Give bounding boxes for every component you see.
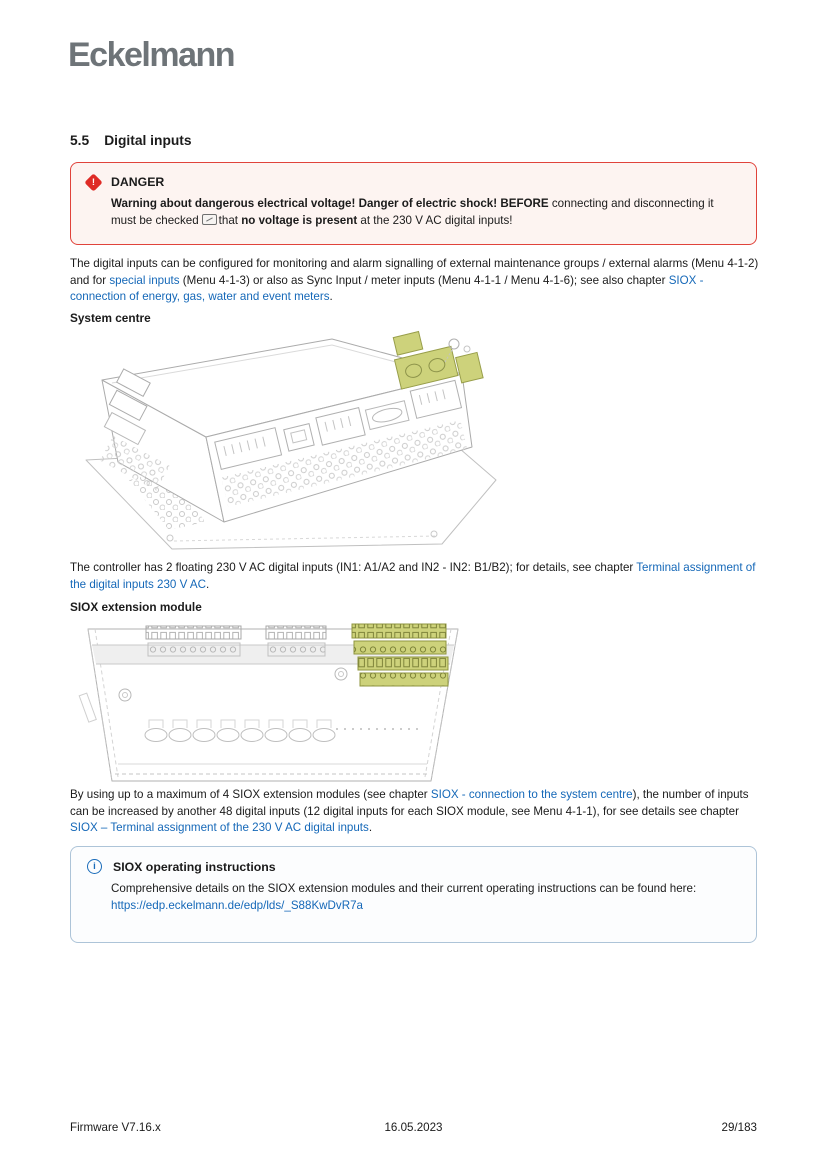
section-title: Digital inputs — [104, 133, 192, 148]
info-text: Comprehensive details on the SIOX extension modules and their current operating instructions can be found here: — [111, 882, 697, 895]
danger-diamond-icon — [84, 173, 102, 191]
siox-module-label: SIOX extension module — [70, 600, 202, 614]
danger-title: DANGER — [111, 175, 165, 189]
text-run: . — [368, 821, 373, 834]
inline-link[interactable]: SIOX - connection to the system centre — [430, 788, 633, 801]
text-run: The digital inputs can be configured for monitoring and alarm signalling of external maintenance groups / external alarms (Menu 4-1-2) and for — [70, 257, 759, 287]
section-number: 5.5 — [70, 133, 90, 148]
inline-link[interactable]: special inputs — [109, 273, 180, 287]
text-run: at the 230 V AC digital inputs! — [357, 213, 513, 227]
inline-link[interactable]: Terminal assignment of the digital inputs 230 V AC — [70, 561, 756, 591]
section-heading — [70, 133, 192, 148]
info-title: SIOX operating instructions — [113, 859, 276, 874]
info-notice-box — [70, 846, 757, 943]
text-run: . — [206, 577, 210, 591]
company-logo: Eckelmann — [68, 36, 235, 74]
system-centre-figure — [74, 330, 506, 556]
text-run: that — [218, 213, 242, 227]
footer-firmware: Firmware V7.16.x — [70, 1121, 161, 1134]
siox-paragraph — [70, 787, 760, 837]
text-run: The controller has 2 floating 230 V AC digital inputs (IN1: A1/A2 and IN2 - IN2: B1/B2); for details, see chapter — [70, 561, 637, 574]
siox-figure — [78, 617, 466, 784]
voltage-tester-icon — [202, 214, 217, 225]
text-run: connecting and disconnecting it must be checked — [111, 197, 714, 227]
danger-notice-box — [70, 162, 757, 245]
danger-header — [87, 175, 740, 189]
system-centre-label: System centre — [70, 311, 151, 325]
text-run: Warning about dangerous electrical voltage! Danger of electric shock! BEFORE — [111, 197, 549, 210]
system-centre-illustration — [74, 330, 506, 556]
inline-link[interactable]: SIOX – Terminal assignment of the 230 V AC digital inputs — [70, 821, 369, 834]
danger-text — [111, 196, 740, 229]
inline-link[interactable]: SIOX - connection of energy, gas, water and event meters — [70, 273, 704, 303]
page-footer — [70, 1121, 757, 1134]
text-run: By using up to a maximum of 4 SIOX extension modules (see chapter — [70, 788, 431, 801]
footer-page-number: 29/183 — [721, 1121, 757, 1134]
info-body — [111, 881, 740, 914]
info-header — [87, 859, 740, 874]
info-circle-icon — [87, 859, 102, 874]
text-run: no voltage is present — [241, 213, 358, 227]
info-link[interactable]: https://edp.eckelmann.de/edp/lds/_S88KwDvR7a — [111, 898, 363, 912]
intro-paragraph — [70, 256, 760, 306]
footer-date: 16.05.2023 — [384, 1121, 443, 1134]
siox-illustration — [78, 617, 466, 784]
text-run: (Menu 4-1-3) or also as Sync Input / meter inputs (Menu 4-1-1 / Menu 4-1-6); see also chapter — [179, 273, 669, 287]
text-run: . — [329, 290, 333, 303]
controller-paragraph — [70, 560, 760, 593]
text-run: ), the number of inputs can be increased by another 48 digital inputs (12 digital inputs for each SIOX module, see Menu 4-1-1), for see details see chapter — [70, 788, 749, 818]
